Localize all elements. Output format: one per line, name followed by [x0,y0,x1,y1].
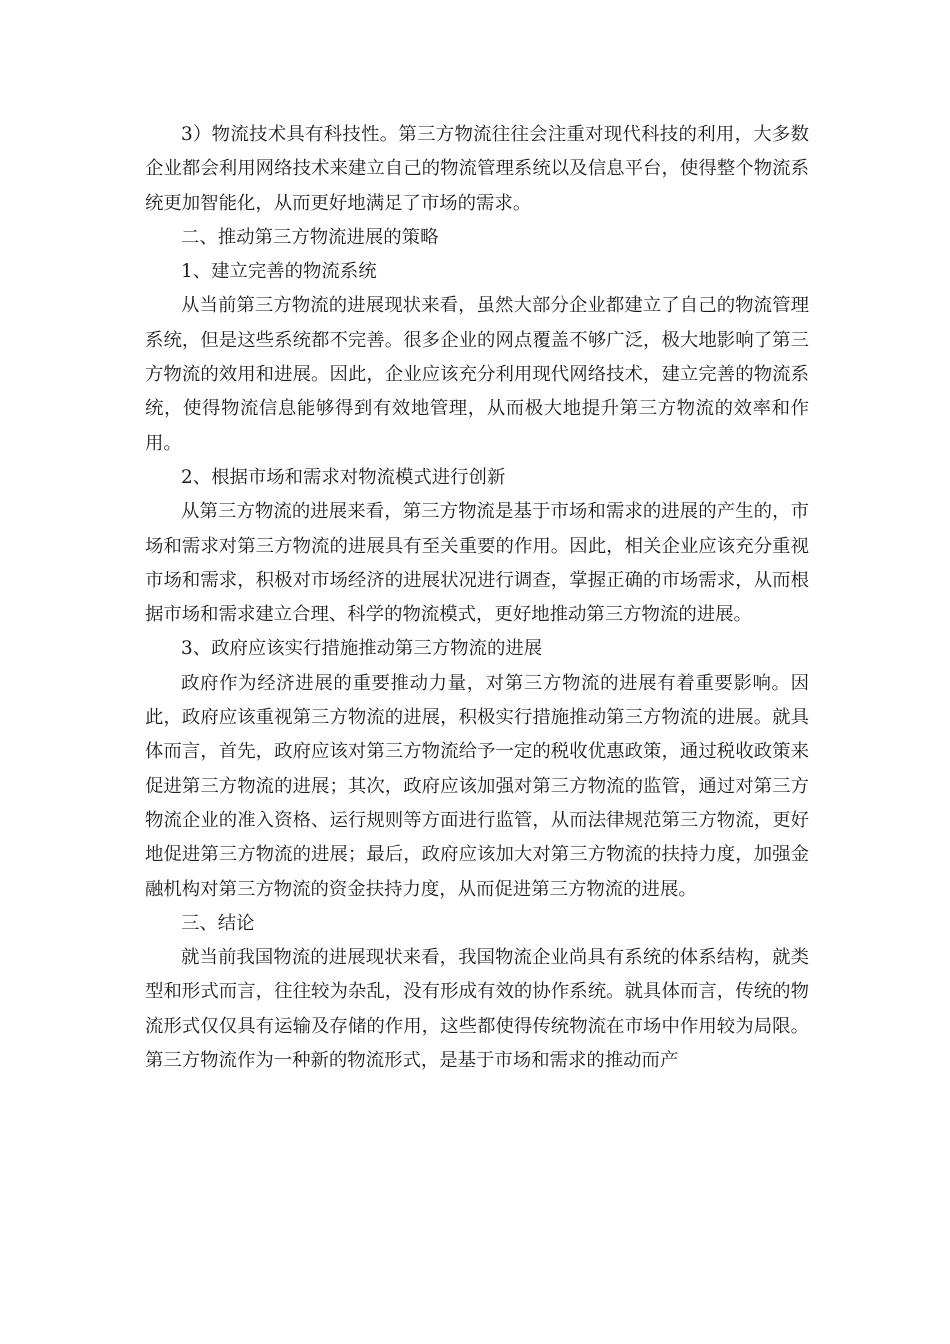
subheading-government: 3、政府应该实行措施推动第三方物流的进展 [181,638,543,660]
paragraph-government: 政府作为经济进展的重要推动力量，对第三方物流的进展有着重要影响。因此，政府应该重视第三方物流的进展，积极实行措施推动第三方物流的进展。就具体而言，首先，政府应该对第三方物流给予一定的税收优惠政策，通过税收政策来促进第三方物流的进展；其次，政府应该加强对第三方物流的监管，通过对第三方物流企业的准入资格、运行规则等方面进行监管，从而法律规范第三方物流，更好地促进第三方物流的进展；最后，政府应该加大对第三方物流的扶持力度，加强金融机构对第三方物流的资金扶持力度，从而促进第三方物流的进展。 [145,672,809,900]
paragraph-conclusion: 就当前我国物流的进展现状来看，我国物流企业尚具有系统的体系结构，就类型和形式而言，往往较为杂乱，没有形成有效的协作系统。就具体而言，传统的物流形式仅仅具有运输及存储的作用，这些都使得传统物流在市场中作用较为局限。第三方物流作为一种新的物流形式，是基于市场和需求的推动而产 [145,947,809,1072]
section-heading-strategies: 二、推动第三方物流进展的策略 [181,226,439,248]
paragraph-tech-feature: 3）物流技术具有科技性。第三方物流往往会注重对现代科技的利用，大多数企业都会利用网络技术来建立自己的物流管理系统以及信息平台，使得整个物流系统更加智能化，从而更好地满足了市场的需求。 [145,124,809,214]
document-body [145,118,809,1078]
section-heading-conclusion: 三、结论 [181,912,255,934]
subheading-logistics-system: 1、建立完善的物流系统 [181,261,377,283]
subheading-innovation: 2、根据市场和需求对物流模式进行创新 [181,466,506,488]
paragraph-logistics-system: 从当前第三方物流的进展现状来看，虽然大部分企业都建立了自己的物流管理系统，但是这些系统都不完善。很多企业的网点覆盖不够广泛，极大地影响了第三方物流的效用和进展。因此，企业应该充分利用现代网络技术，建立完善的物流系统，使得物流信息能够得到有效地管理，从而极大地提升第三方物流的效率和作用。 [145,295,809,454]
paragraph-innovation: 从第三方物流的进展来看，第三方物流是基于市场和需求的进展的产生的，市场和需求对第三方物流的进展具有至关重要的作用。因此，相关企业应该充分重视市场和需求，积极对市场经济的进展状况进行调查，掌握正确的市场需求，从而根据市场和需求建立合理、科学的物流模式，更好地推动第三方物流的进展。 [145,501,809,626]
